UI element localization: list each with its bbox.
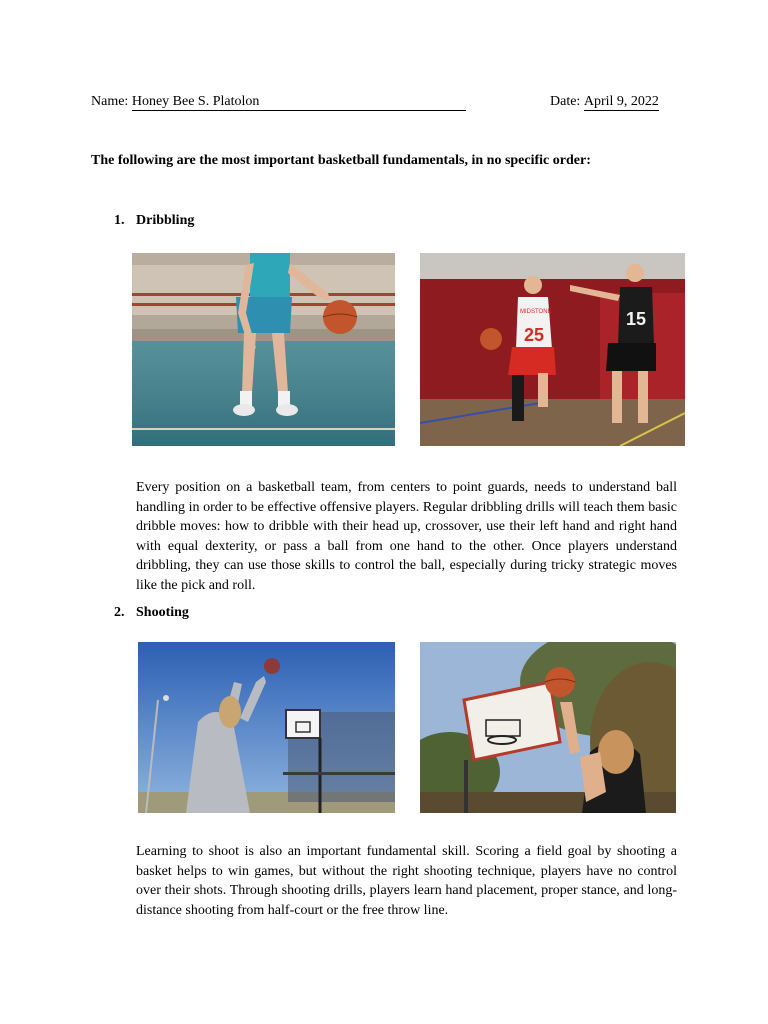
section-number: 2. <box>114 605 125 620</box>
date-value: April 9, 2022 <box>583 94 659 109</box>
photo-shooting-backboard <box>420 642 676 813</box>
jersey-number-15: 15 <box>626 309 647 329</box>
section-heading-dribbling <box>114 213 194 229</box>
paragraph-dribbling: Every position on a basketball team, from centers to point guards, needs to understand ball handling in order to be effective offensive players. Regular dribbling drills will teach them basic dribble moves: how to dribble with their head up, crossover, use their left hand and right hand with equal dexterity, or pass a ball from one hand to the other. Once players understand dribbling, they can use those skills to control the ball, especially during tricky strategic moves like the pick and roll. <box>136 480 677 593</box>
name-label: Name: <box>91 94 129 109</box>
section-number: 1. <box>114 213 125 228</box>
photo-shooting-outdoor <box>138 642 395 813</box>
photo-dribbling-game <box>420 253 685 446</box>
paragraph-shooting: Learning to shoot is also an important fundamental skill. Scoring a field goal by shooting a basket helps to win games, but without the right shooting technique, players have no control over their shots. Through shooting drills, players learn hand placement, proper stance, and long-distance shooting from half-court or the free throw line. <box>136 844 677 918</box>
section-heading-shooting <box>114 605 189 621</box>
jersey-number-25: 25 <box>524 325 545 345</box>
date-label: Date: <box>550 94 581 109</box>
name-value: Honey Bee S. Platolon <box>132 93 466 111</box>
name-row <box>91 93 466 111</box>
section-title: Shooting <box>136 605 189 620</box>
date-row <box>550 93 659 111</box>
photo-dribbling-solo <box>132 253 395 446</box>
intro-text: The following are the most important basketball fundamentals, in no specific order: <box>91 153 591 168</box>
jersey-text: MIDSTONE <box>520 309 552 315</box>
section-title: Dribbling <box>136 213 195 228</box>
